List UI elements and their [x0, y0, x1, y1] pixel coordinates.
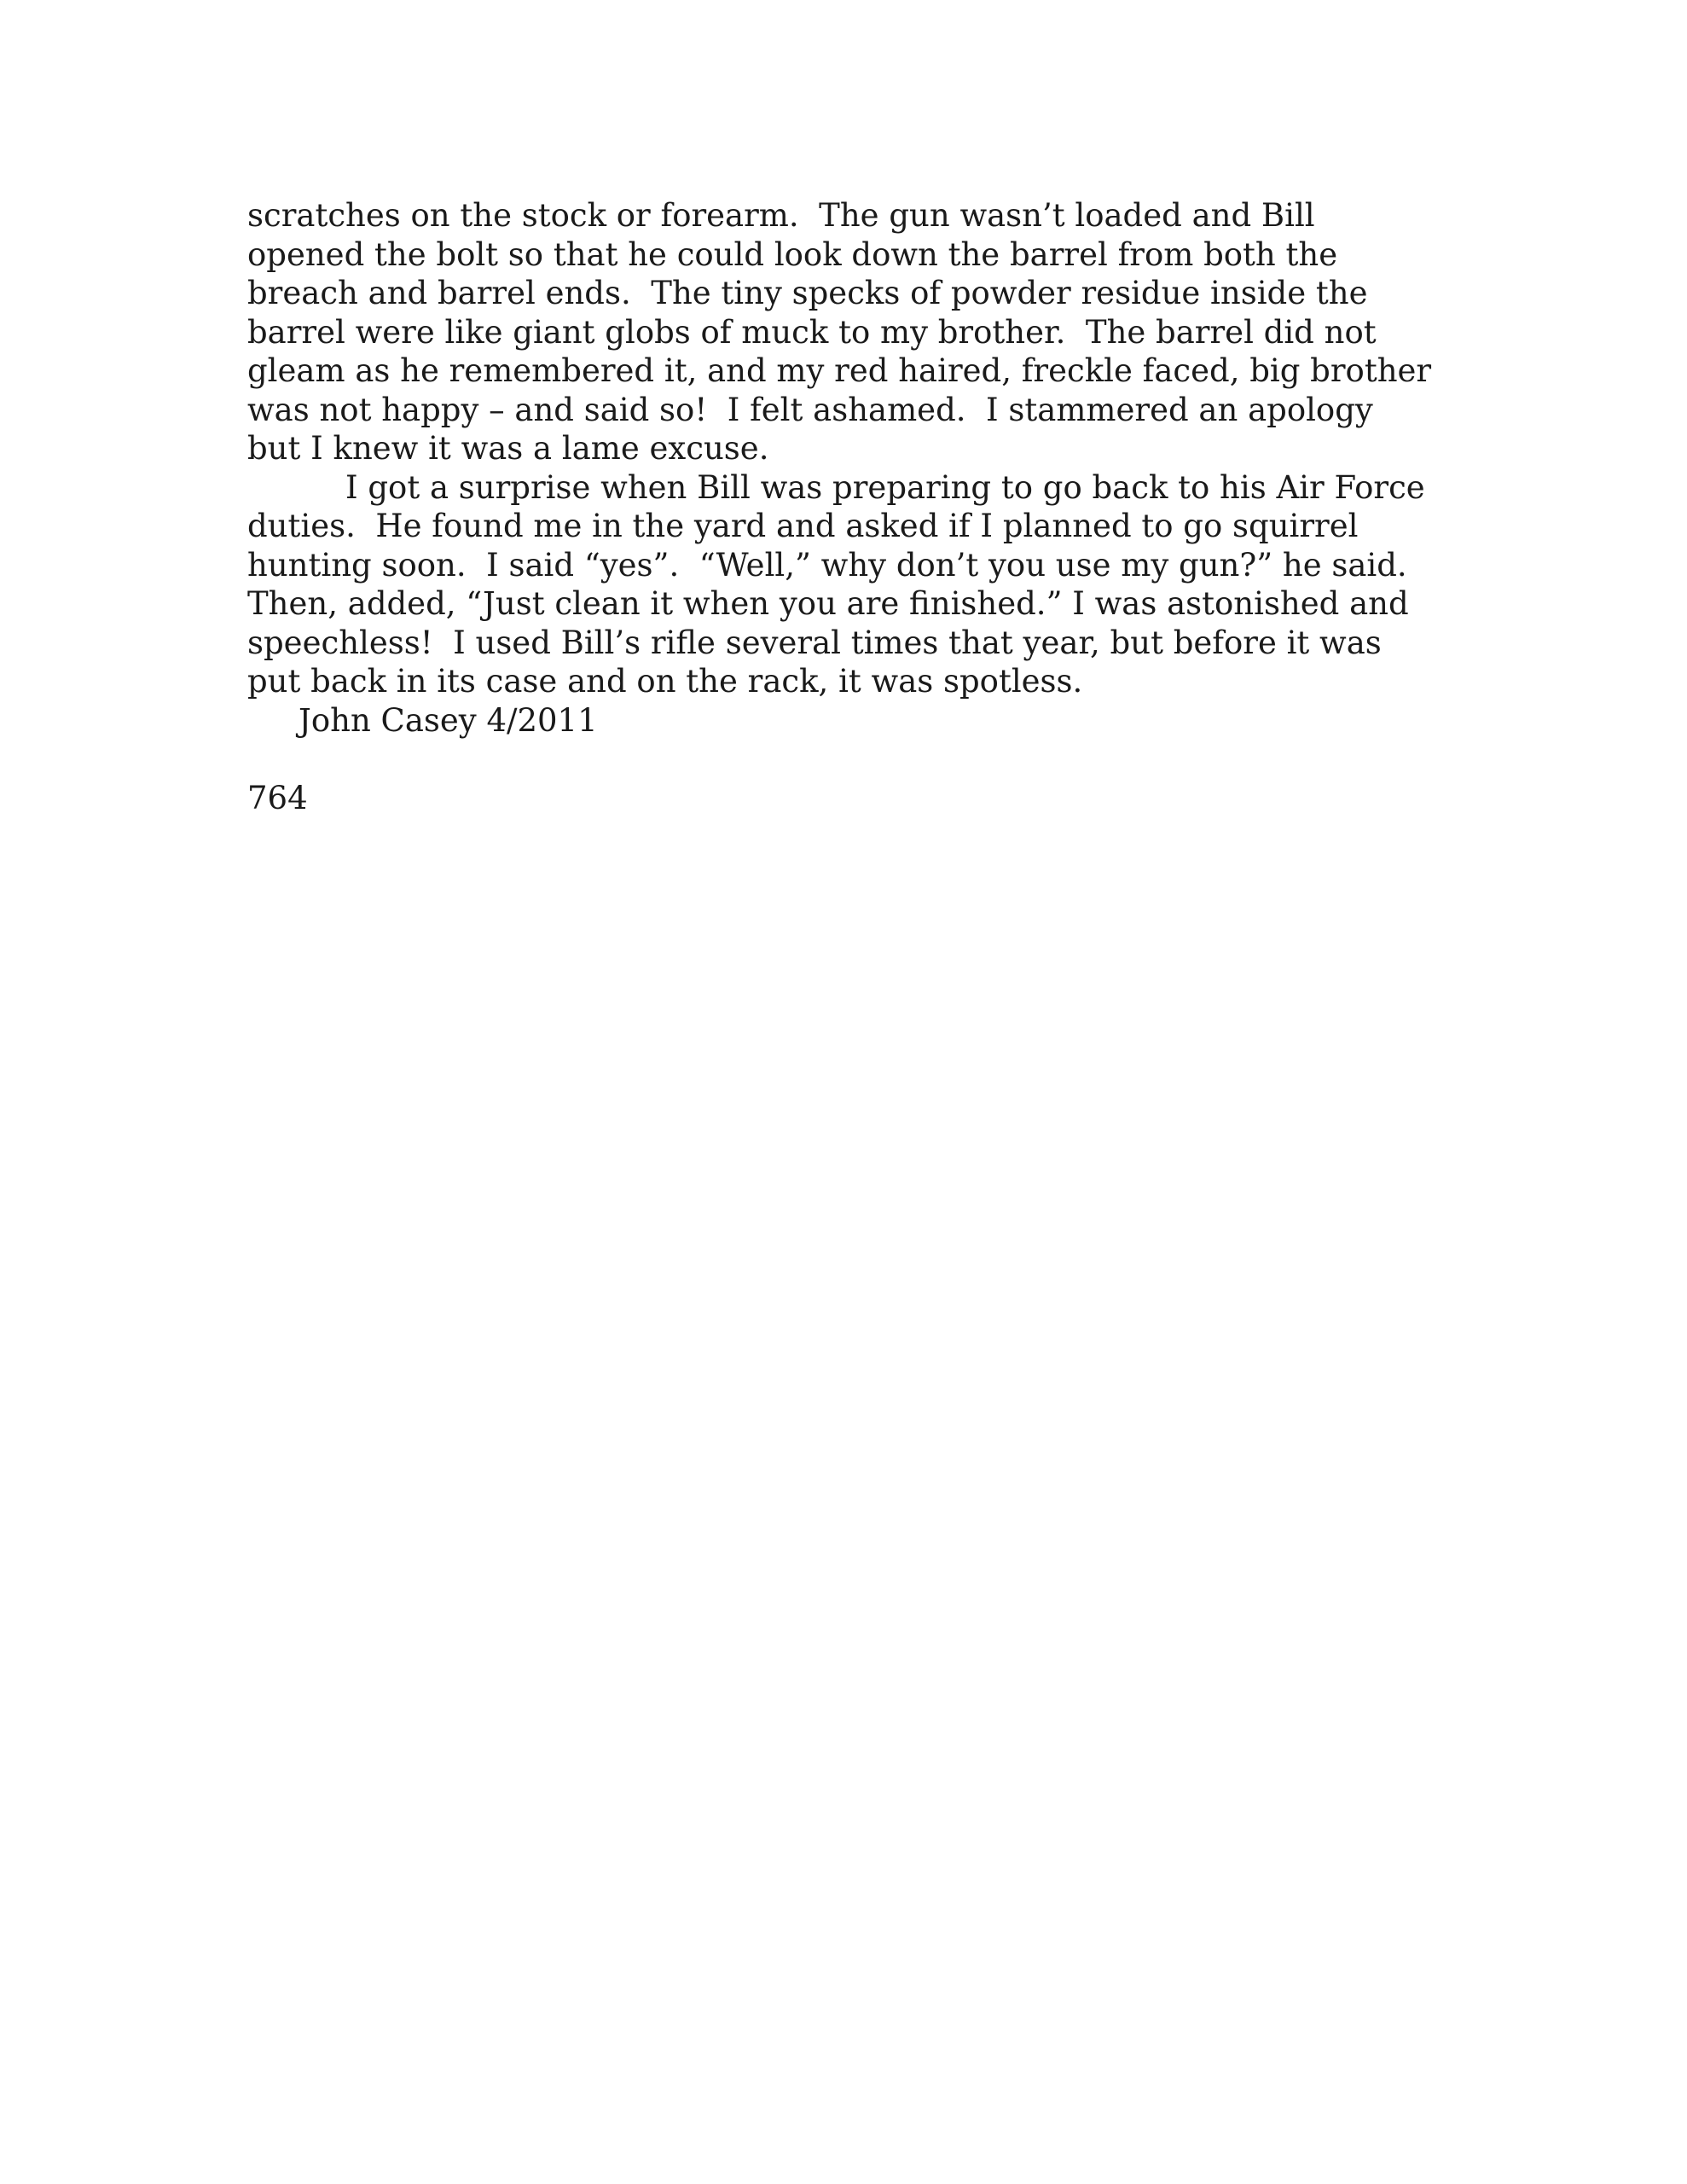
paragraph-line: was not happy – and said so! I felt ashamed. I stammered an apology: [247, 391, 1373, 428]
paragraph-line: speechless! I used Bill’s rifle several times that year, but before it was: [247, 624, 1382, 661]
paragraph-line: Then, added, “Just clean it when you are finished.” I was astonished and: [247, 585, 1409, 622]
paragraph-line: gleam as he remembered it, and my red haired, freckle faced, big brother: [247, 352, 1432, 389]
body-text: [247, 196, 1458, 740]
page-number: 764: [247, 780, 308, 816]
paragraph-line: duties. He found me in the yard and asked if I planned to go squirrel: [247, 508, 1359, 544]
paragraph-line: breach and barrel ends. The tiny specks of powder residue inside the: [247, 275, 1368, 311]
paragraph-1: [247, 196, 1458, 468]
paragraph-line: but I knew it was a lame excuse.: [247, 430, 769, 467]
paragraph-line: scratches on the stock or forearm. The gun wasn’t loaded and Bill: [247, 197, 1315, 234]
paragraph-line: I got a surprise when Bill was preparing to go back to his Air Force: [345, 468, 1425, 506]
paragraph-line: hunting soon. I said “yes”. “Well,” why don’t you use my gun?” he said.: [247, 546, 1407, 584]
paragraph-line: opened the bolt so that he could look down the barrel from both the: [247, 235, 1338, 273]
paragraph-line: put back in its case and on the rack, it was spotless.: [247, 663, 1083, 700]
paragraph-line: barrel were like giant globs of muck to my brother. The barrel did not: [247, 313, 1377, 351]
paragraph-2: [247, 468, 1458, 701]
author-signature: John Casey 4/2011: [299, 701, 598, 739]
